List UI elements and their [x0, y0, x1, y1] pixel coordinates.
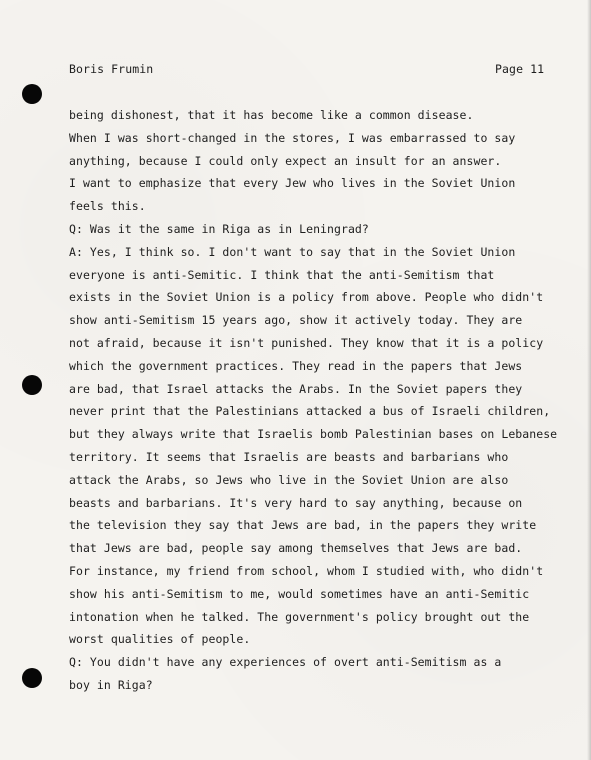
text-line: intonation when he talked. The government's policy brought out the — [69, 609, 530, 624]
binder-hole-middle — [22, 375, 42, 395]
text-line: never print that the Palestinians attacked a bus of Israeli children, — [69, 404, 551, 419]
header-page-number: Page 11 — [495, 62, 545, 76]
text-line: show anti-Semitism 15 years ago, show it actively today. They are — [69, 313, 523, 328]
text-line: anything, because I could only expect an insult for an answer. — [69, 153, 502, 168]
text-line: that Jews are bad, people say among themselves that Jews are bad. — [69, 541, 523, 556]
text-line: exists in the Soviet Union is a policy from above. People who didn't — [69, 290, 544, 305]
text-line: which the government practices. They read in the papers that Jews — [69, 358, 523, 373]
header-name: Boris Frumin — [69, 62, 154, 76]
text-line: but they always write that Israelis bomb Palestinian bases on Lebanese — [69, 427, 558, 442]
text-line: feels this. — [69, 199, 146, 214]
text-line: I want to emphasize that every Jew who lives in the Soviet Union — [69, 176, 516, 191]
text-line: boy in Riga? — [69, 677, 153, 692]
text-line: everyone is anti-Semitic. I think that the anti-Semitism that — [69, 267, 495, 282]
text-line: being dishonest, that it has become like a common disease. — [69, 108, 474, 122]
text-line: not afraid, because it isn't punished. They know that it is a policy — [69, 335, 544, 350]
text-line: are bad, that Israel attacks the Arabs. In the Soviet papers they — [69, 381, 523, 396]
question-line: Q: You didn't have any experiences of overt anti-Semitism as a — [69, 655, 502, 670]
transcript-body — [69, 104, 569, 697]
binder-hole-bottom — [22, 668, 42, 688]
text-line: territory. It seems that Israelis are beasts and barbarians who — [69, 449, 509, 464]
binder-hole-top — [22, 84, 42, 104]
text-line: beasts and barbarians. It's very hard to say anything, because on — [69, 495, 523, 510]
page-edge-shadow — [587, 0, 591, 760]
text-line: When I was short-changed in the stores, I was embarrassed to say — [69, 130, 516, 145]
text-line: the television they say that Jews are bad, in the papers they write — [69, 518, 537, 533]
text-line: For instance, my friend from school, whom I studied with, who didn't — [69, 563, 544, 578]
text-line: worst qualities of people. — [69, 632, 251, 647]
text-line: show his anti-Semitism to me, would sometimes have an anti-Semitic — [69, 586, 530, 601]
text-line: attack the Arabs, so Jews who live in the Soviet Union are also — [69, 472, 509, 487]
question-line: Q: Was it the same in Riga as in Leningrad? — [69, 221, 369, 236]
answer-line: A: Yes, I think so. I don't want to say that in the Soviet Union — [69, 244, 516, 259]
